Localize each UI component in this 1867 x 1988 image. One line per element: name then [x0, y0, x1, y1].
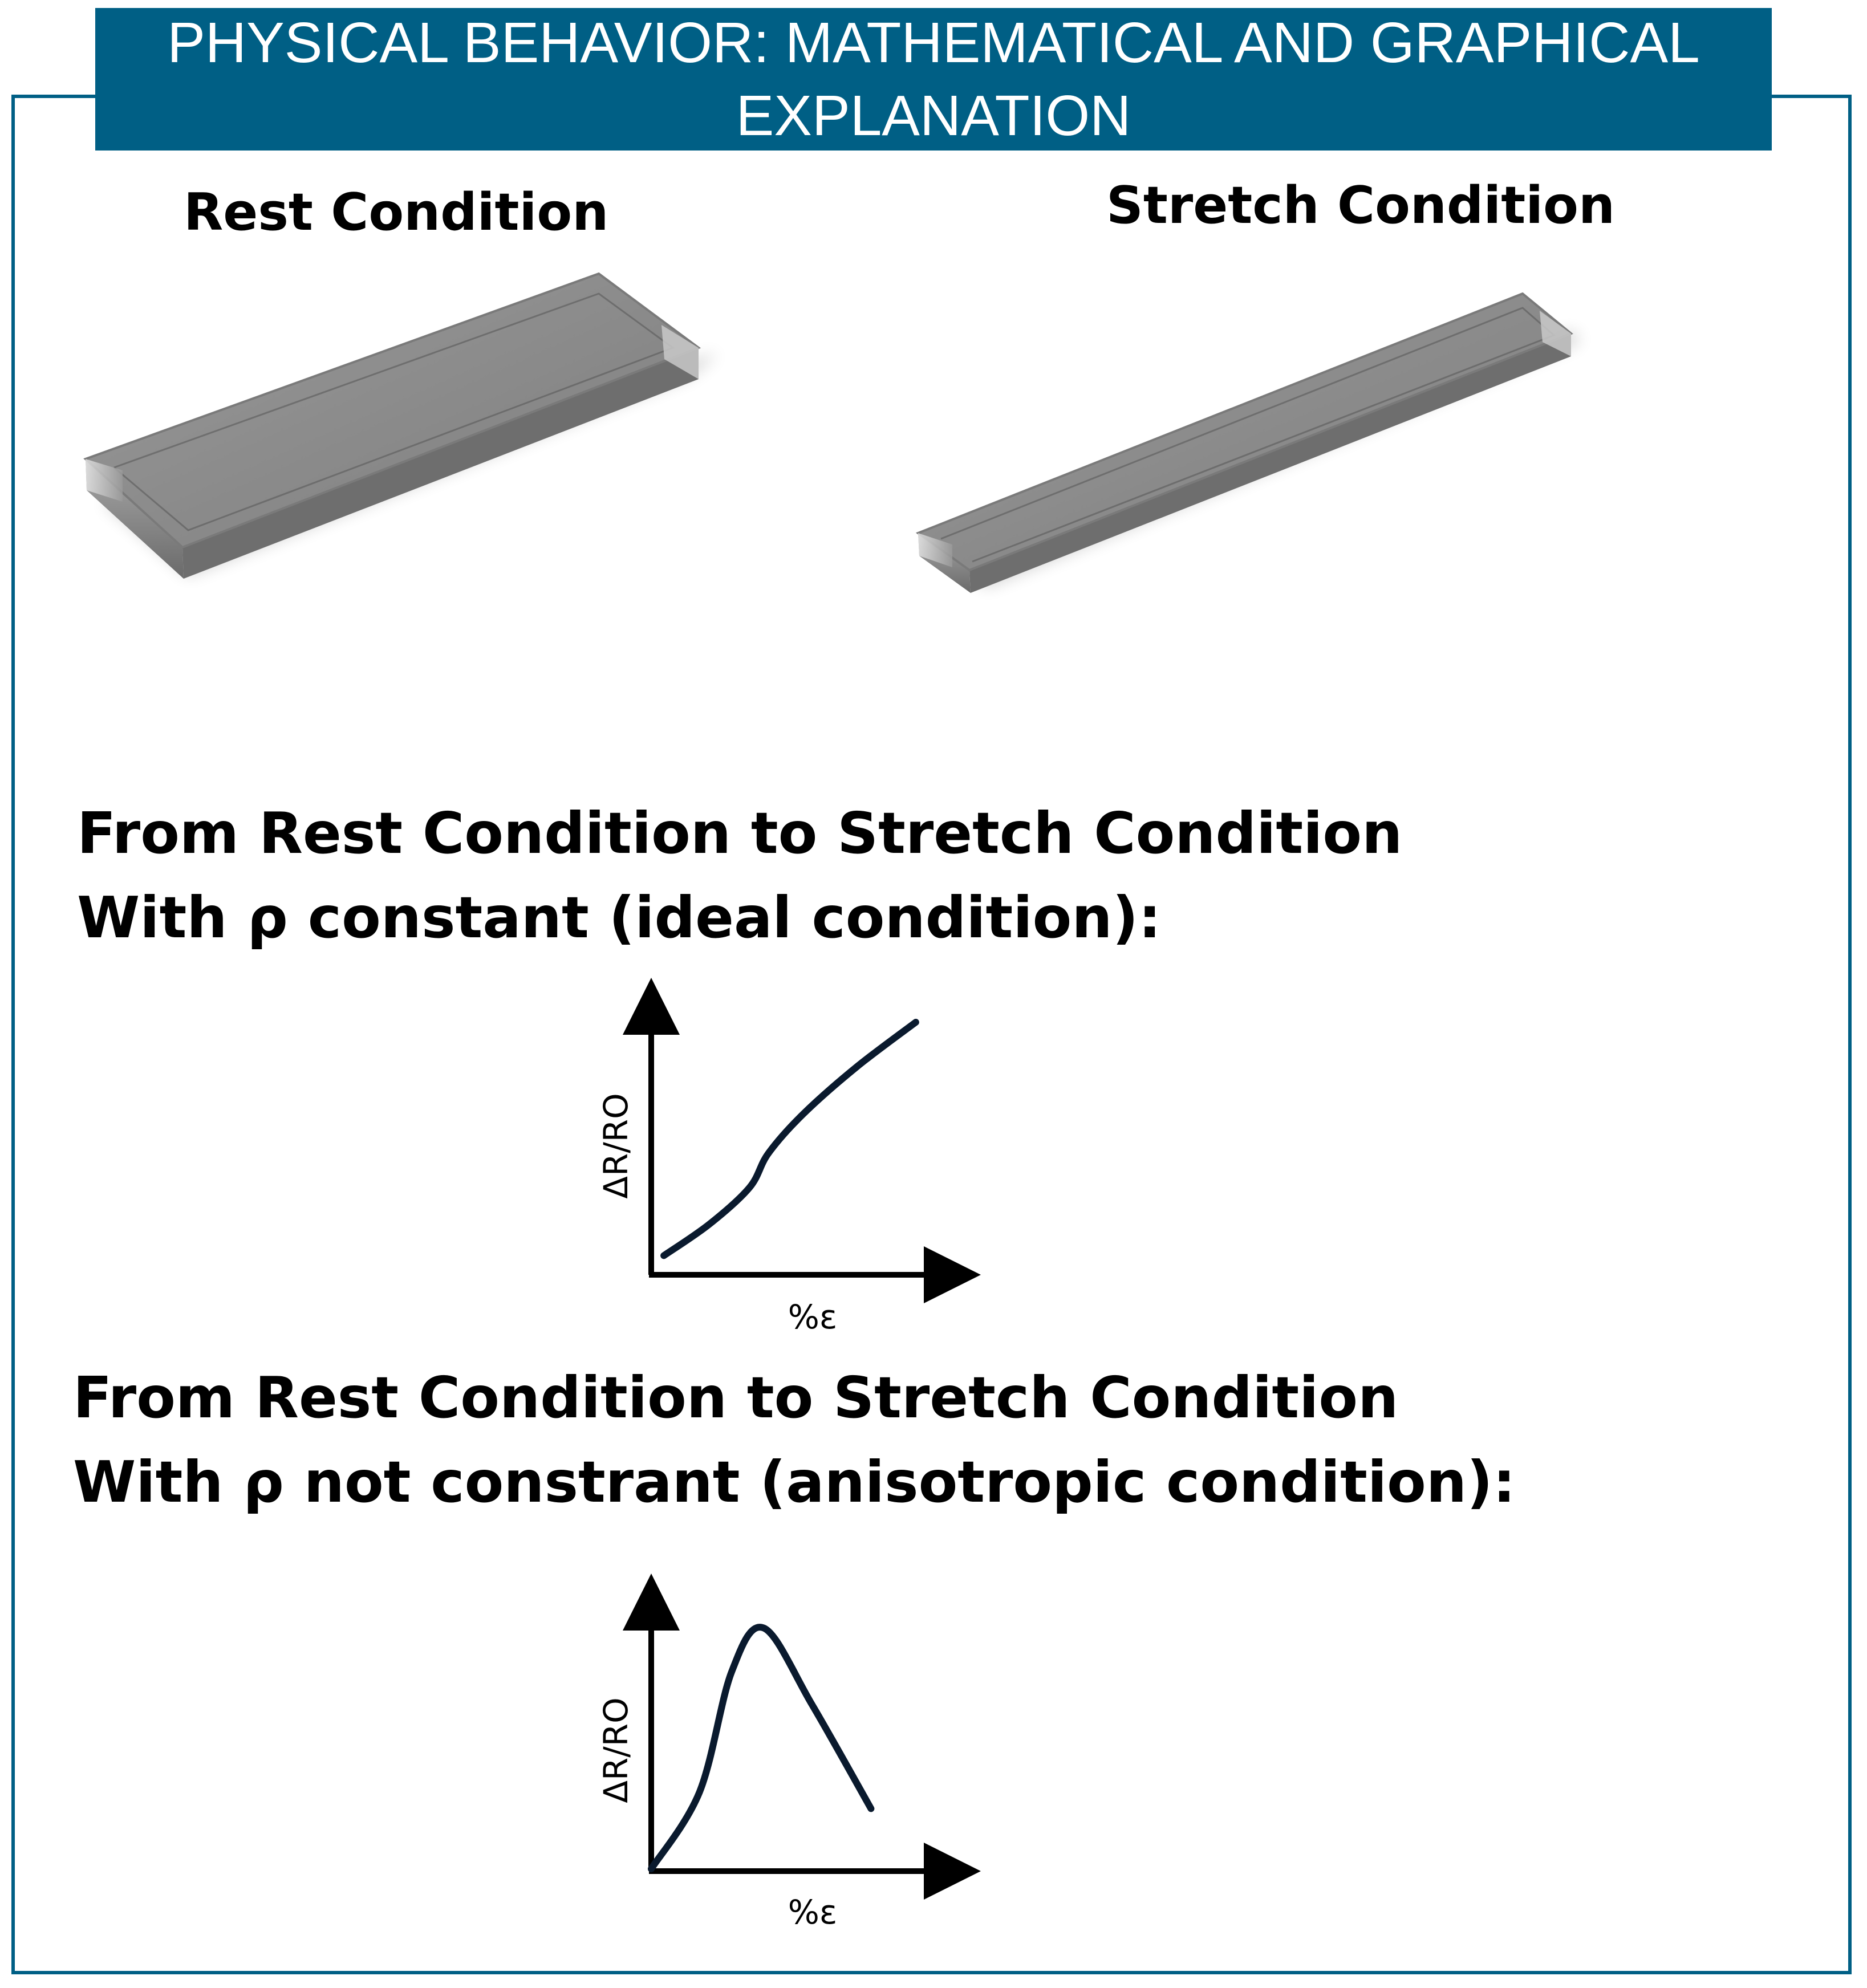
section2-heading-line2: With ρ not constrant (anisotropic condition): — [73, 1449, 1516, 1515]
chart-constant-rho — [570, 986, 1004, 1351]
stretch-condition-label: Stretch Condition — [1106, 176, 1616, 235]
chart1-series-line — [664, 1022, 916, 1255]
section2-heading-line1: From Rest Condition to Stretch Condition — [73, 1364, 1399, 1431]
section2-heading — [73, 1356, 1516, 1524]
rest-condition-label: Rest Condition — [184, 182, 609, 242]
stretch-slab-illustration — [0, 0, 1867, 684]
banner-title-line2: EXPLANATION — [736, 84, 1131, 148]
chart1-x-label: %ε — [788, 1298, 838, 1336]
section1-heading — [77, 791, 1402, 960]
section1-heading-line1: From Rest Condition to Stretch Condition — [77, 800, 1403, 867]
stretch-slab-top — [918, 294, 1571, 570]
chart1-y-label: ΔR/RO — [596, 1093, 635, 1199]
chart2-series-line — [651, 1627, 871, 1869]
chart2-x-label: %ε — [788, 1893, 838, 1932]
chart-anisotropic-rho — [570, 1579, 1004, 1944]
chart2-y-label: ΔR/RO — [596, 1697, 635, 1803]
section1-heading-line2: With ρ constant (ideal condition): — [77, 884, 1162, 951]
banner-title-line1: PHYSICAL BEHAVIOR: MATHEMATICAL AND GRAPHICAL — [167, 11, 1700, 75]
